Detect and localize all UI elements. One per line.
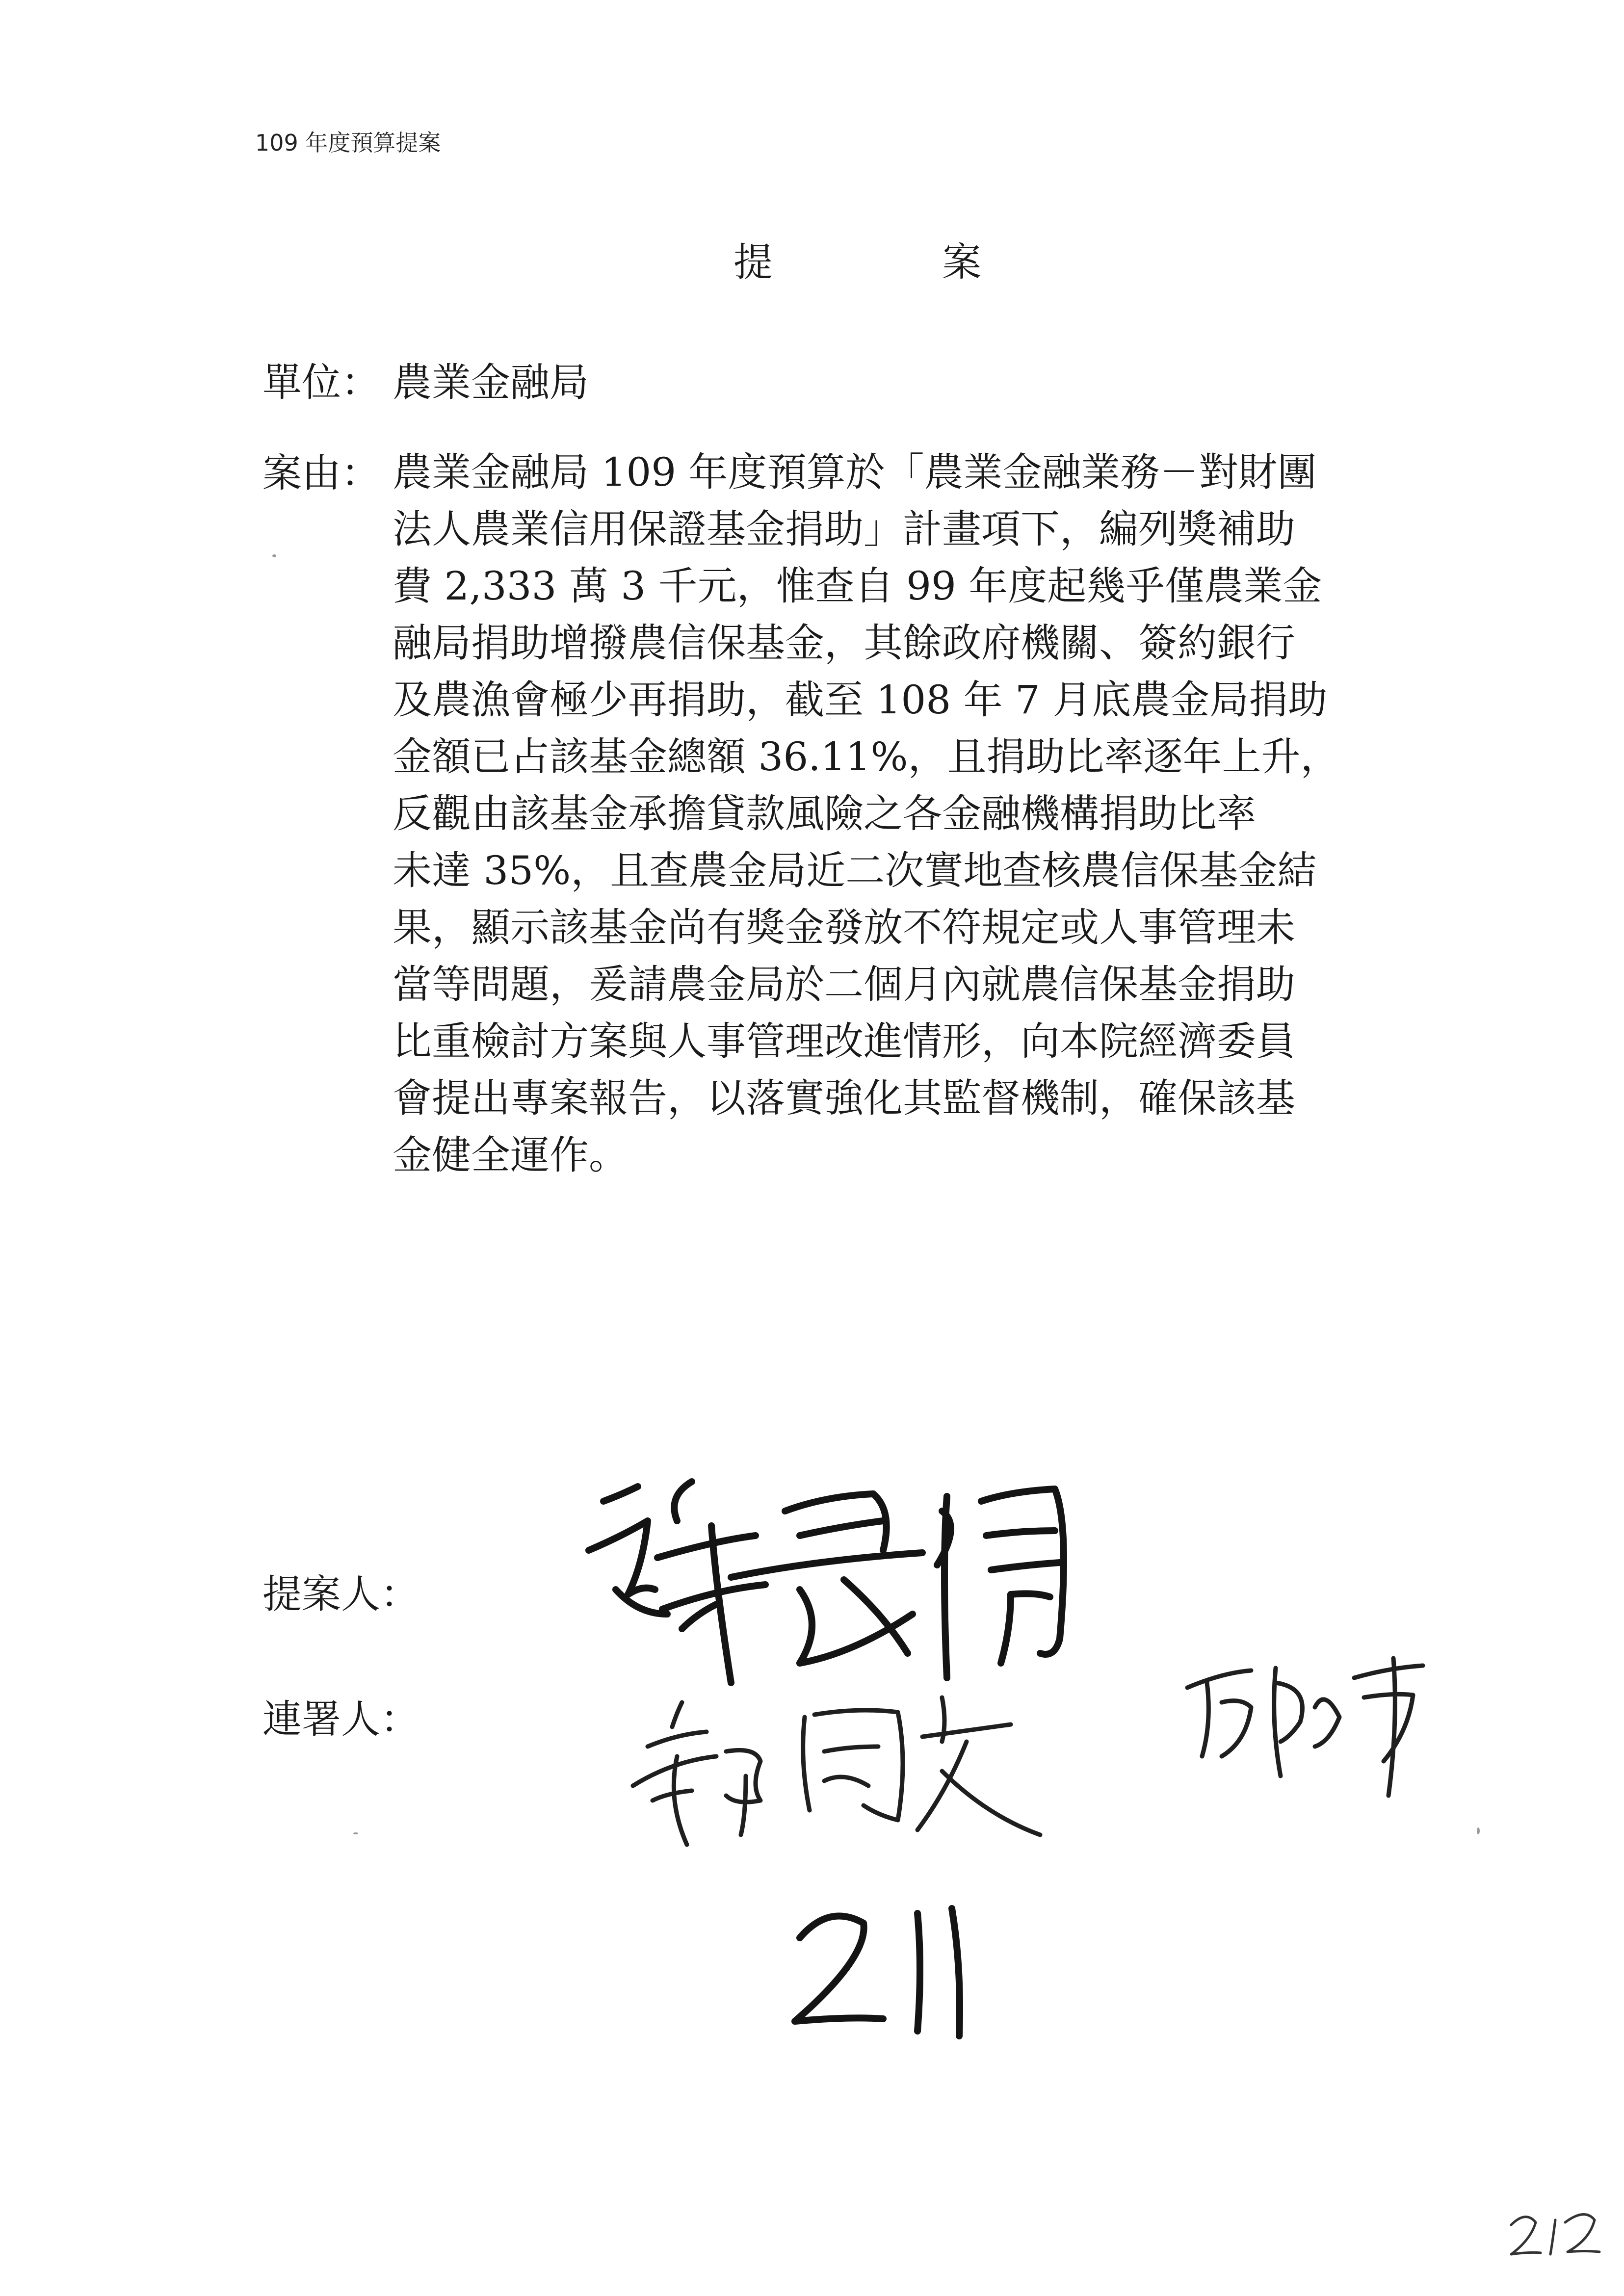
proposer-label: 提案人： xyxy=(262,1571,419,1617)
reason-line: 金額已占該基金總額 36.11%，且捐助比率逐年上升， xyxy=(393,734,1340,780)
scan-speck xyxy=(1477,1827,1480,1834)
reason-line: 農業金融局 109 年度預算於「農業金融業務－對財團 xyxy=(393,449,1317,495)
cosigner-label: 連署人： xyxy=(262,1696,419,1742)
reason-line: 反觀由該基金承擔貸款風險之各金融機構捐助比率 xyxy=(393,791,1256,836)
reason-line: 法人農業信用保證基金捐助」計畫項下，編列獎補助 xyxy=(393,506,1295,552)
corner-page-number xyxy=(1506,2205,1604,2259)
reason-line: 比重檢討方案與人事管理改進情形，向本院經濟委員 xyxy=(393,1018,1295,1064)
proposer-signature xyxy=(569,1467,1089,1693)
cosigner-signature-1 xyxy=(623,1688,1055,1854)
reason-line: 費 2,333 萬 3 千元，惟查自 99 年度起幾乎僅農業金 xyxy=(393,563,1322,609)
handwritten-page-number xyxy=(780,1894,986,2041)
header-note: 109 年度預算提案 xyxy=(255,130,441,156)
reason-body xyxy=(393,444,1403,1184)
unit-label: 單位： xyxy=(262,360,380,405)
cosigner-signature-2 xyxy=(1178,1648,1433,1800)
scan-speck xyxy=(272,554,276,557)
unit-field xyxy=(262,360,589,405)
scan-speck xyxy=(353,1832,358,1834)
reason-line: 當等問題，爰請農金局於二個月內就農信保基金捐助 xyxy=(393,962,1295,1007)
reason-line: 會提出專案報告，以落實強化其監督機制，確保該基 xyxy=(393,1075,1295,1121)
document-title: 提 案 xyxy=(733,239,1060,285)
unit-value: 農業金融局 xyxy=(393,360,589,405)
reason-line: 及農漁會極少再捐助，截至 108 年 7 月底農金局捐助 xyxy=(393,677,1328,723)
reason-line: 果，顯示該基金尚有獎金發放不符規定或人事管理未 xyxy=(393,905,1295,950)
reason-line: 金健全運作。 xyxy=(393,1132,628,1178)
reason-label: 案由： xyxy=(262,450,380,496)
reason-line: 未達 35%，且查農金局近二次實地查核農信保基金結 xyxy=(393,848,1317,893)
reason-line: 融局捐助增撥農信保基金，其餘政府機關、簽約銀行 xyxy=(393,620,1295,666)
